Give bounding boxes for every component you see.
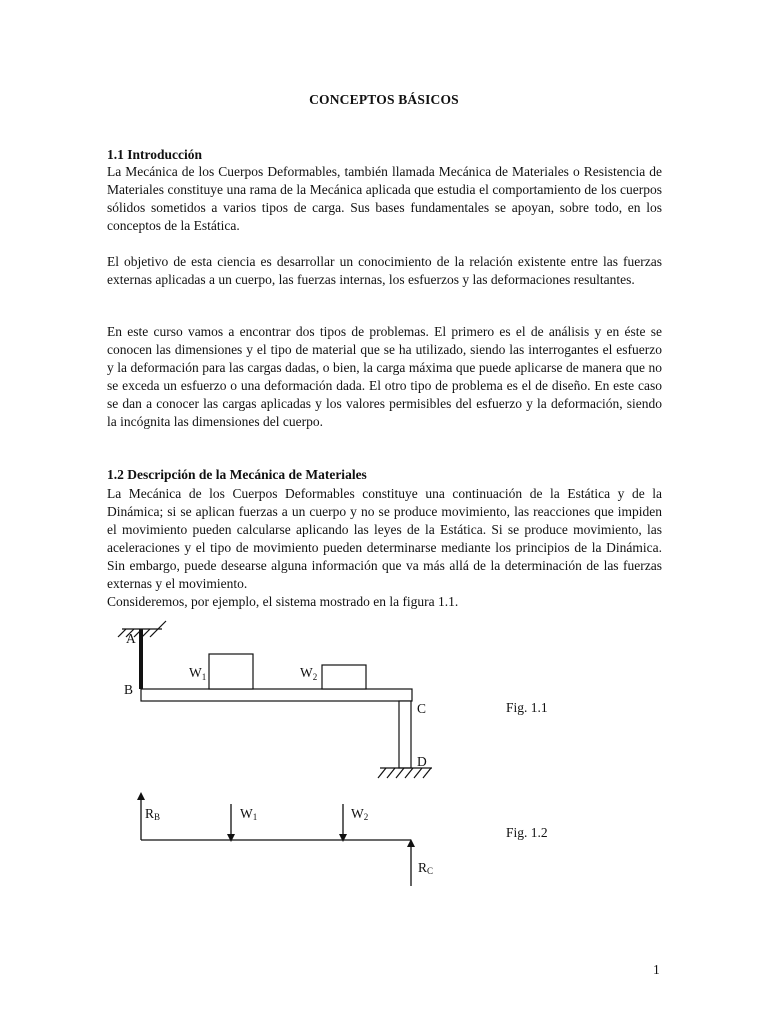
label-w2: $W_2$: [300, 665, 318, 682]
label-a: A: [126, 631, 136, 646]
block-w1: [209, 654, 253, 689]
beam-bc: [141, 689, 412, 701]
figure-1-1-caption: Fig. 1.1: [506, 700, 548, 715]
paragraph-intro-3: En este curso vamos a encontrar dos tipos de problemas. El primero es el de análisis y en éste se conocen las dimensiones y el tipo de material que se ha utilizado, siendo las interrogantes el esfuerzo y la deformación para las cargas dadas, o bien, la carga máxima que puede aplicarse de manera que no se exceda un esfuerzo o una deformación dada. El otro tipo de problema es el de diseño. En este caso se dan a conocer las cargas aplicadas y los valores permisibles del esfuerzo y la deformación, siendo la incógnita las dimensiones del cuerpo.: [107, 324, 662, 429]
block-w2: [322, 665, 366, 689]
page-number: 1: [653, 962, 660, 977]
bottom-support-hatch: [378, 768, 432, 778]
figure-1-2: [141, 796, 433, 886]
label-fbd-w2: W2: [351, 806, 369, 822]
section-heading-descripcion: 1.2 Descripción de la Mecánica de Materiales: [107, 467, 367, 482]
label-b: B: [124, 682, 134, 697]
member-cd: [399, 701, 411, 768]
label-rc: RC: [418, 860, 434, 876]
label-d: D: [417, 754, 427, 769]
label-rb: RB: [145, 806, 161, 822]
paragraph-intro-2: El objetivo de esta ciencia es desarrollar un conocimiento de la relación existente entre las fuerzas externas aplicadas a un cuerpo, las fuerzas internas, los esfuerzos y las deformaciones resultantes.: [107, 254, 662, 287]
label-w1: $W_1$: [189, 665, 207, 682]
figure-1-1: [118, 621, 432, 778]
label-c: C: [417, 701, 427, 716]
paragraph-intro-1: La Mecánica de los Cuerpos Deformables, también llamada Mecánica de Materiales o Resistencia de Materiales constituye una rama de la Mecánica aplicada que estudia el comportamiento de los cuerpos sólidos sometidos a varios tipos de carga. Sus bases fundamentales se apoyan, sobre todo, en los conceptos de la Estática.: [107, 164, 662, 233]
paragraph-desc-1: La Mecánica de los Cuerpos Deformables constituye una continuación de la Estática y de la Dinámica; si se aplican fuerzas a un cuerpo y no se produce movimiento, las reacciones que impiden el movimiento pueden calcularse aplicando las leyes de la Estática. Si se produce movimiento, las aceleraciones y el tipo de movimiento pueden determinarse mediante los principios de la Dinámica. Sin embargo, puede desearse alguna información que va más allá de la determinación de las fuerzas externas y el movimiento.: [107, 486, 662, 591]
paragraph-desc-2: Consideremos, por ejemplo, el sistema mostrado en la figura 1.1.: [107, 594, 459, 609]
page-title: CONCEPTOS BÁSICOS: [309, 92, 459, 107]
label-fbd-w1: W1: [240, 806, 258, 822]
figure-1-2-caption: Fig. 1.2: [506, 825, 548, 840]
section-heading-introduccion: 1.1 Introducción: [107, 147, 203, 162]
